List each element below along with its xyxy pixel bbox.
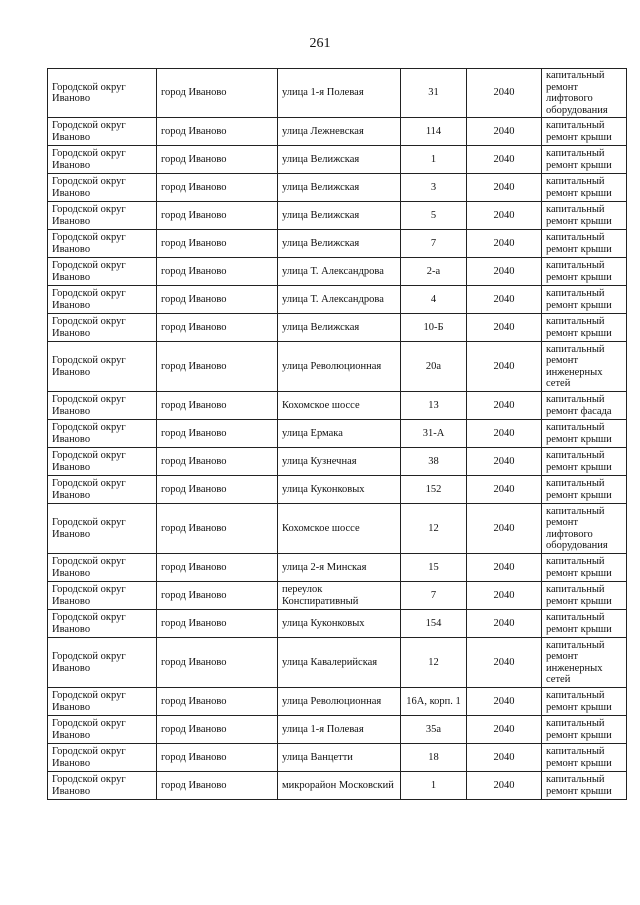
- table-row: [48, 772, 627, 800]
- street-cell: улица Велижская: [278, 174, 401, 202]
- street-cell: улица Ванцетти: [278, 744, 401, 772]
- house-number-cell: 16А, корп. 1: [401, 688, 467, 716]
- work-type-cell: капитальный ремонт крыши: [542, 610, 627, 638]
- work-type-cell: капитальный ремонт крыши: [542, 772, 627, 800]
- city-cell: город Иваново: [157, 174, 278, 202]
- district-cell: Городской округ Иваново: [48, 744, 157, 772]
- street-cell: переулок Конспиративный: [278, 582, 401, 610]
- city-cell: город Иваново: [157, 716, 278, 744]
- city-cell: город Иваново: [157, 420, 278, 448]
- year-cell: 2040: [467, 342, 542, 392]
- house-number-cell: 38: [401, 448, 467, 476]
- district-cell: Городской округ Иваново: [48, 448, 157, 476]
- city-cell: город Иваново: [157, 476, 278, 504]
- house-number-cell: 31: [401, 69, 467, 118]
- city-cell: город Иваново: [157, 258, 278, 286]
- house-number-cell: 7: [401, 230, 467, 258]
- district-cell: Городской округ Иваново: [48, 582, 157, 610]
- house-number-cell: 4: [401, 286, 467, 314]
- year-cell: 2040: [467, 744, 542, 772]
- city-cell: город Иваново: [157, 118, 278, 146]
- street-cell: улица Велижская: [278, 230, 401, 258]
- table-row: [48, 258, 627, 286]
- district-cell: Городской округ Иваново: [48, 202, 157, 230]
- city-cell: город Иваново: [157, 504, 278, 554]
- district-cell: Городской округ Иваново: [48, 118, 157, 146]
- street-cell: улица Куконковых: [278, 610, 401, 638]
- work-type-cell: капитальный ремонт крыши: [542, 202, 627, 230]
- district-cell: Городской округ Иваново: [48, 638, 157, 688]
- work-type-cell: капитальный ремонт инженерных сетей: [542, 342, 627, 392]
- work-type-cell: капитальный ремонт крыши: [542, 476, 627, 504]
- district-cell: Городской округ Иваново: [48, 174, 157, 202]
- street-cell: улица Революционная: [278, 342, 401, 392]
- work-type-cell: капитальный ремонт крыши: [542, 174, 627, 202]
- street-cell: микрорайон Московский: [278, 772, 401, 800]
- house-number-cell: 5: [401, 202, 467, 230]
- city-cell: город Иваново: [157, 146, 278, 174]
- table-row: [48, 230, 627, 258]
- year-cell: 2040: [467, 174, 542, 202]
- housing-repair-table: [47, 68, 627, 800]
- house-number-cell: 13: [401, 392, 467, 420]
- year-cell: 2040: [467, 638, 542, 688]
- city-cell: город Иваново: [157, 286, 278, 314]
- district-cell: Городской округ Иваново: [48, 420, 157, 448]
- table-body: [48, 69, 627, 800]
- street-cell: улица Кузнечная: [278, 448, 401, 476]
- city-cell: город Иваново: [157, 392, 278, 420]
- table-row: [48, 146, 627, 174]
- house-number-cell: 154: [401, 610, 467, 638]
- street-cell: улица Велижская: [278, 314, 401, 342]
- district-cell: Городской округ Иваново: [48, 716, 157, 744]
- table-row: [48, 314, 627, 342]
- city-cell: город Иваново: [157, 230, 278, 258]
- city-cell: город Иваново: [157, 342, 278, 392]
- table-row: [48, 716, 627, 744]
- district-cell: Городской округ Иваново: [48, 146, 157, 174]
- table-row: [48, 582, 627, 610]
- city-cell: город Иваново: [157, 688, 278, 716]
- year-cell: 2040: [467, 392, 542, 420]
- district-cell: Городской округ Иваново: [48, 314, 157, 342]
- table-row: [48, 69, 627, 118]
- table-row: [48, 448, 627, 476]
- work-type-cell: капитальный ремонт крыши: [542, 286, 627, 314]
- work-type-cell: капитальный ремонт крыши: [542, 448, 627, 476]
- district-cell: Городской округ Иваново: [48, 230, 157, 258]
- district-cell: Городской округ Иваново: [48, 688, 157, 716]
- table-row: [48, 476, 627, 504]
- street-cell: улица Кавалерийская: [278, 638, 401, 688]
- house-number-cell: 3: [401, 174, 467, 202]
- city-cell: город Иваново: [157, 638, 278, 688]
- house-number-cell: 152: [401, 476, 467, 504]
- street-cell: улица Т. Александрова: [278, 286, 401, 314]
- city-cell: город Иваново: [157, 448, 278, 476]
- district-cell: Городской округ Иваново: [48, 476, 157, 504]
- street-cell: улица Велижская: [278, 202, 401, 230]
- house-number-cell: 2-а: [401, 258, 467, 286]
- house-number-cell: 18: [401, 744, 467, 772]
- work-type-cell: капитальный ремонт крыши: [542, 744, 627, 772]
- house-number-cell: 31-А: [401, 420, 467, 448]
- year-cell: 2040: [467, 286, 542, 314]
- city-cell: город Иваново: [157, 554, 278, 582]
- work-type-cell: капитальный ремонт фасада: [542, 392, 627, 420]
- district-cell: Городской округ Иваново: [48, 772, 157, 800]
- house-number-cell: 114: [401, 118, 467, 146]
- work-type-cell: капитальный ремонт крыши: [542, 554, 627, 582]
- year-cell: 2040: [467, 118, 542, 146]
- street-cell: улица 1-я Полевая: [278, 716, 401, 744]
- district-cell: Городской округ Иваново: [48, 554, 157, 582]
- work-type-cell: капитальный ремонт крыши: [542, 716, 627, 744]
- work-type-cell: капитальный ремонт крыши: [542, 688, 627, 716]
- house-number-cell: 12: [401, 638, 467, 688]
- work-type-cell: капитальный ремонт лифтового оборудования: [542, 504, 627, 554]
- table-row: [48, 688, 627, 716]
- city-cell: город Иваново: [157, 202, 278, 230]
- street-cell: Кохомское шоссе: [278, 392, 401, 420]
- house-number-cell: 1: [401, 146, 467, 174]
- work-type-cell: капитальный ремонт инженерных сетей: [542, 638, 627, 688]
- year-cell: 2040: [467, 772, 542, 800]
- city-cell: город Иваново: [157, 610, 278, 638]
- table-row: [48, 420, 627, 448]
- year-cell: 2040: [467, 230, 542, 258]
- table-row: [48, 504, 627, 554]
- street-cell: улица 2-я Минская: [278, 554, 401, 582]
- street-cell: улица 1-я Полевая: [278, 69, 401, 118]
- district-cell: Городской округ Иваново: [48, 258, 157, 286]
- work-type-cell: капитальный ремонт лифтового оборудования: [542, 69, 627, 118]
- house-number-cell: 20а: [401, 342, 467, 392]
- year-cell: 2040: [467, 202, 542, 230]
- year-cell: 2040: [467, 448, 542, 476]
- year-cell: 2040: [467, 716, 542, 744]
- city-cell: город Иваново: [157, 582, 278, 610]
- year-cell: 2040: [467, 504, 542, 554]
- year-cell: 2040: [467, 69, 542, 118]
- table-row: [48, 118, 627, 146]
- table-row: [48, 286, 627, 314]
- year-cell: 2040: [467, 554, 542, 582]
- year-cell: 2040: [467, 146, 542, 174]
- street-cell: улица Велижская: [278, 146, 401, 174]
- house-number-cell: 35а: [401, 716, 467, 744]
- table-row: [48, 174, 627, 202]
- district-cell: Городской округ Иваново: [48, 342, 157, 392]
- table-row: [48, 392, 627, 420]
- work-type-cell: капитальный ремонт крыши: [542, 230, 627, 258]
- year-cell: 2040: [467, 258, 542, 286]
- work-type-cell: капитальный ремонт крыши: [542, 118, 627, 146]
- year-cell: 2040: [467, 688, 542, 716]
- work-type-cell: капитальный ремонт крыши: [542, 420, 627, 448]
- street-cell: Кохомское шоссе: [278, 504, 401, 554]
- table-row: [48, 638, 627, 688]
- street-cell: улица Ермака: [278, 420, 401, 448]
- district-cell: Городской округ Иваново: [48, 392, 157, 420]
- city-cell: город Иваново: [157, 744, 278, 772]
- table-row: [48, 610, 627, 638]
- page-number: 261: [309, 36, 331, 51]
- table-row: [48, 554, 627, 582]
- house-number-cell: 7: [401, 582, 467, 610]
- work-type-cell: капитальный ремонт крыши: [542, 314, 627, 342]
- city-cell: город Иваново: [157, 314, 278, 342]
- city-cell: город Иваново: [157, 772, 278, 800]
- year-cell: 2040: [467, 476, 542, 504]
- house-number-cell: 15: [401, 554, 467, 582]
- work-type-cell: капитальный ремонт крыши: [542, 582, 627, 610]
- street-cell: улица Революционная: [278, 688, 401, 716]
- table-row: [48, 744, 627, 772]
- district-cell: Городской округ Иваново: [48, 286, 157, 314]
- work-type-cell: капитальный ремонт крыши: [542, 146, 627, 174]
- street-cell: улица Т. Александрова: [278, 258, 401, 286]
- district-cell: Городской округ Иваново: [48, 610, 157, 638]
- district-cell: Городской округ Иваново: [48, 504, 157, 554]
- house-number-cell: 12: [401, 504, 467, 554]
- table-row: [48, 342, 627, 392]
- work-type-cell: капитальный ремонт крыши: [542, 258, 627, 286]
- street-cell: улица Куконковых: [278, 476, 401, 504]
- district-cell: Городской округ Иваново: [48, 69, 157, 118]
- table-row: [48, 202, 627, 230]
- street-cell: улица Лежневская: [278, 118, 401, 146]
- year-cell: 2040: [467, 420, 542, 448]
- house-number-cell: 1: [401, 772, 467, 800]
- year-cell: 2040: [467, 582, 542, 610]
- city-cell: город Иваново: [157, 69, 278, 118]
- year-cell: 2040: [467, 314, 542, 342]
- year-cell: 2040: [467, 610, 542, 638]
- house-number-cell: 10-Б: [401, 314, 467, 342]
